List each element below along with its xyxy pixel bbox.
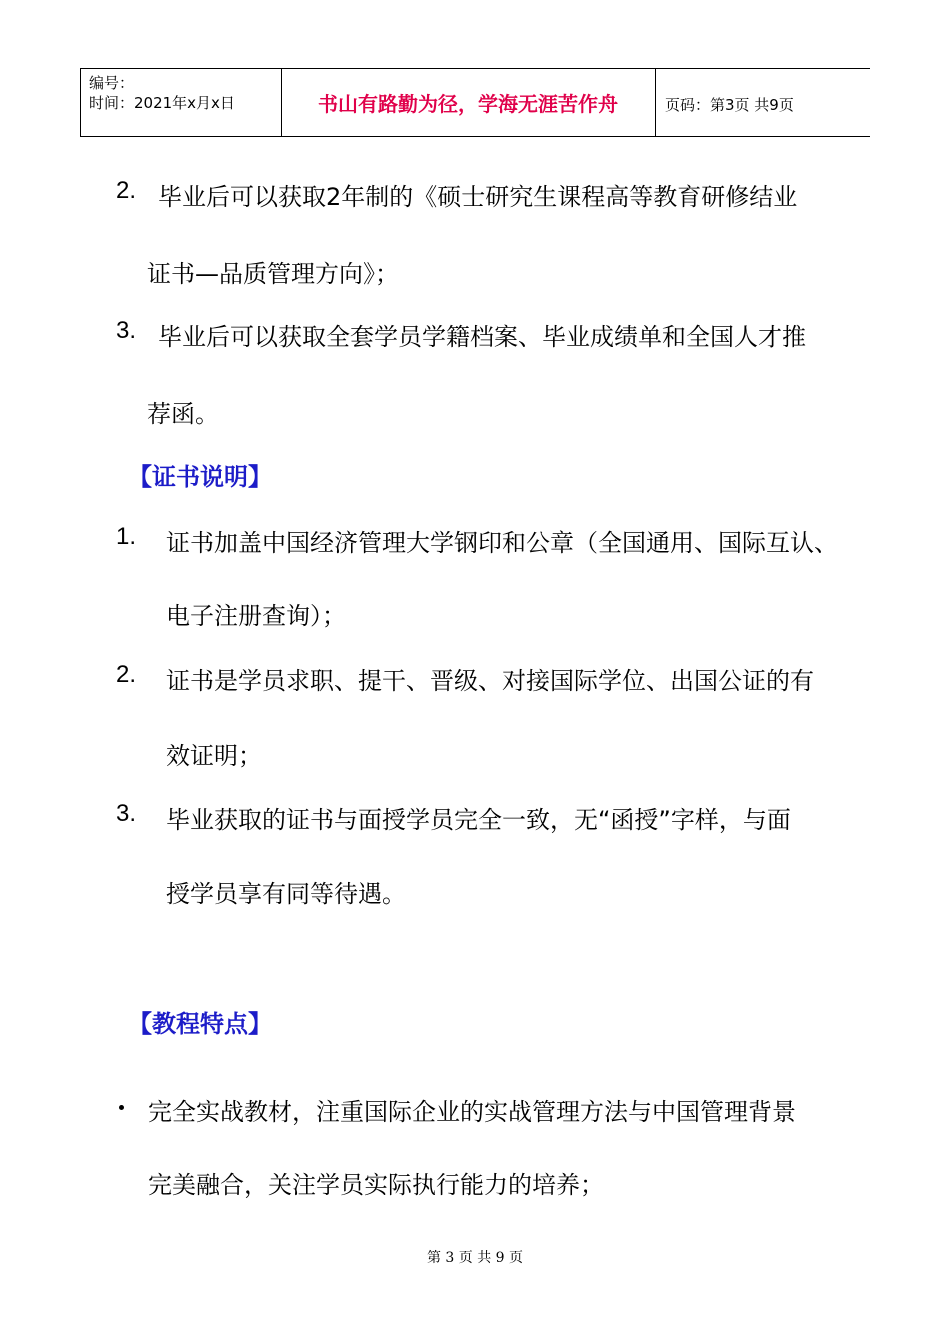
header-table bbox=[80, 68, 870, 137]
list-item-text: 毕业后可以获取全套学员学籍档案、毕业成绩单和全国人才推 bbox=[158, 323, 806, 351]
header-page-info: 页码：第3页 共9页 bbox=[665, 96, 794, 114]
list-item-text-cont: 效证明； bbox=[166, 742, 262, 770]
list-item-number: 3. bbox=[116, 317, 137, 344]
list-item-text: 证书是学员求职、提干、晋级、对接国际学位、出国公证的有 bbox=[166, 667, 814, 695]
header-motto: 书山有路勤为径，学海无涯苦作舟 bbox=[318, 92, 618, 116]
list-item-text: 毕业后可以获取2年制的《硕士研究生课程高等教育研修结业 bbox=[158, 183, 798, 211]
list-item-text-cont: 荐函。 bbox=[147, 400, 219, 428]
list-item-number: 2. bbox=[116, 661, 137, 688]
list-item-text: 完全实战教材，注重国际企业的实战管理方法与中国管理背景 bbox=[148, 1098, 796, 1126]
list-item-text-cont: 完美融合，关注学员实际执行能力的培养； bbox=[148, 1171, 604, 1199]
header-divider-2 bbox=[655, 69, 656, 136]
list-item-number: 1. bbox=[116, 523, 137, 550]
list-item-number: 3. bbox=[116, 800, 137, 827]
list-item-text: 证书加盖中国经济管理大学钢印和公章（全国通用、国际互认、 bbox=[166, 529, 838, 557]
certificate-heading: 【证书说明】 bbox=[128, 463, 272, 491]
list-item-text-cont: 证书—品质管理方向》； bbox=[147, 260, 399, 288]
list-item-text: 毕业获取的证书与面授学员完全一致，无“函授”字样，与面 bbox=[166, 806, 791, 834]
list-item-text-cont: 授学员享有同等待遇。 bbox=[166, 880, 406, 908]
page-footer: 第 3 页 共 9 页 bbox=[426, 1250, 524, 1266]
bullet-icon bbox=[119, 1105, 124, 1110]
code-label: 编号： bbox=[89, 74, 135, 92]
course-heading: 【教程特点】 bbox=[128, 1010, 272, 1038]
date-line: 时间：2021年x月x日 bbox=[89, 94, 235, 112]
list-item-number: 2. bbox=[116, 177, 137, 204]
header-border-left bbox=[80, 69, 81, 136]
header-meta bbox=[89, 73, 235, 113]
list-item-text-cont: 电子注册查询）； bbox=[166, 602, 346, 630]
